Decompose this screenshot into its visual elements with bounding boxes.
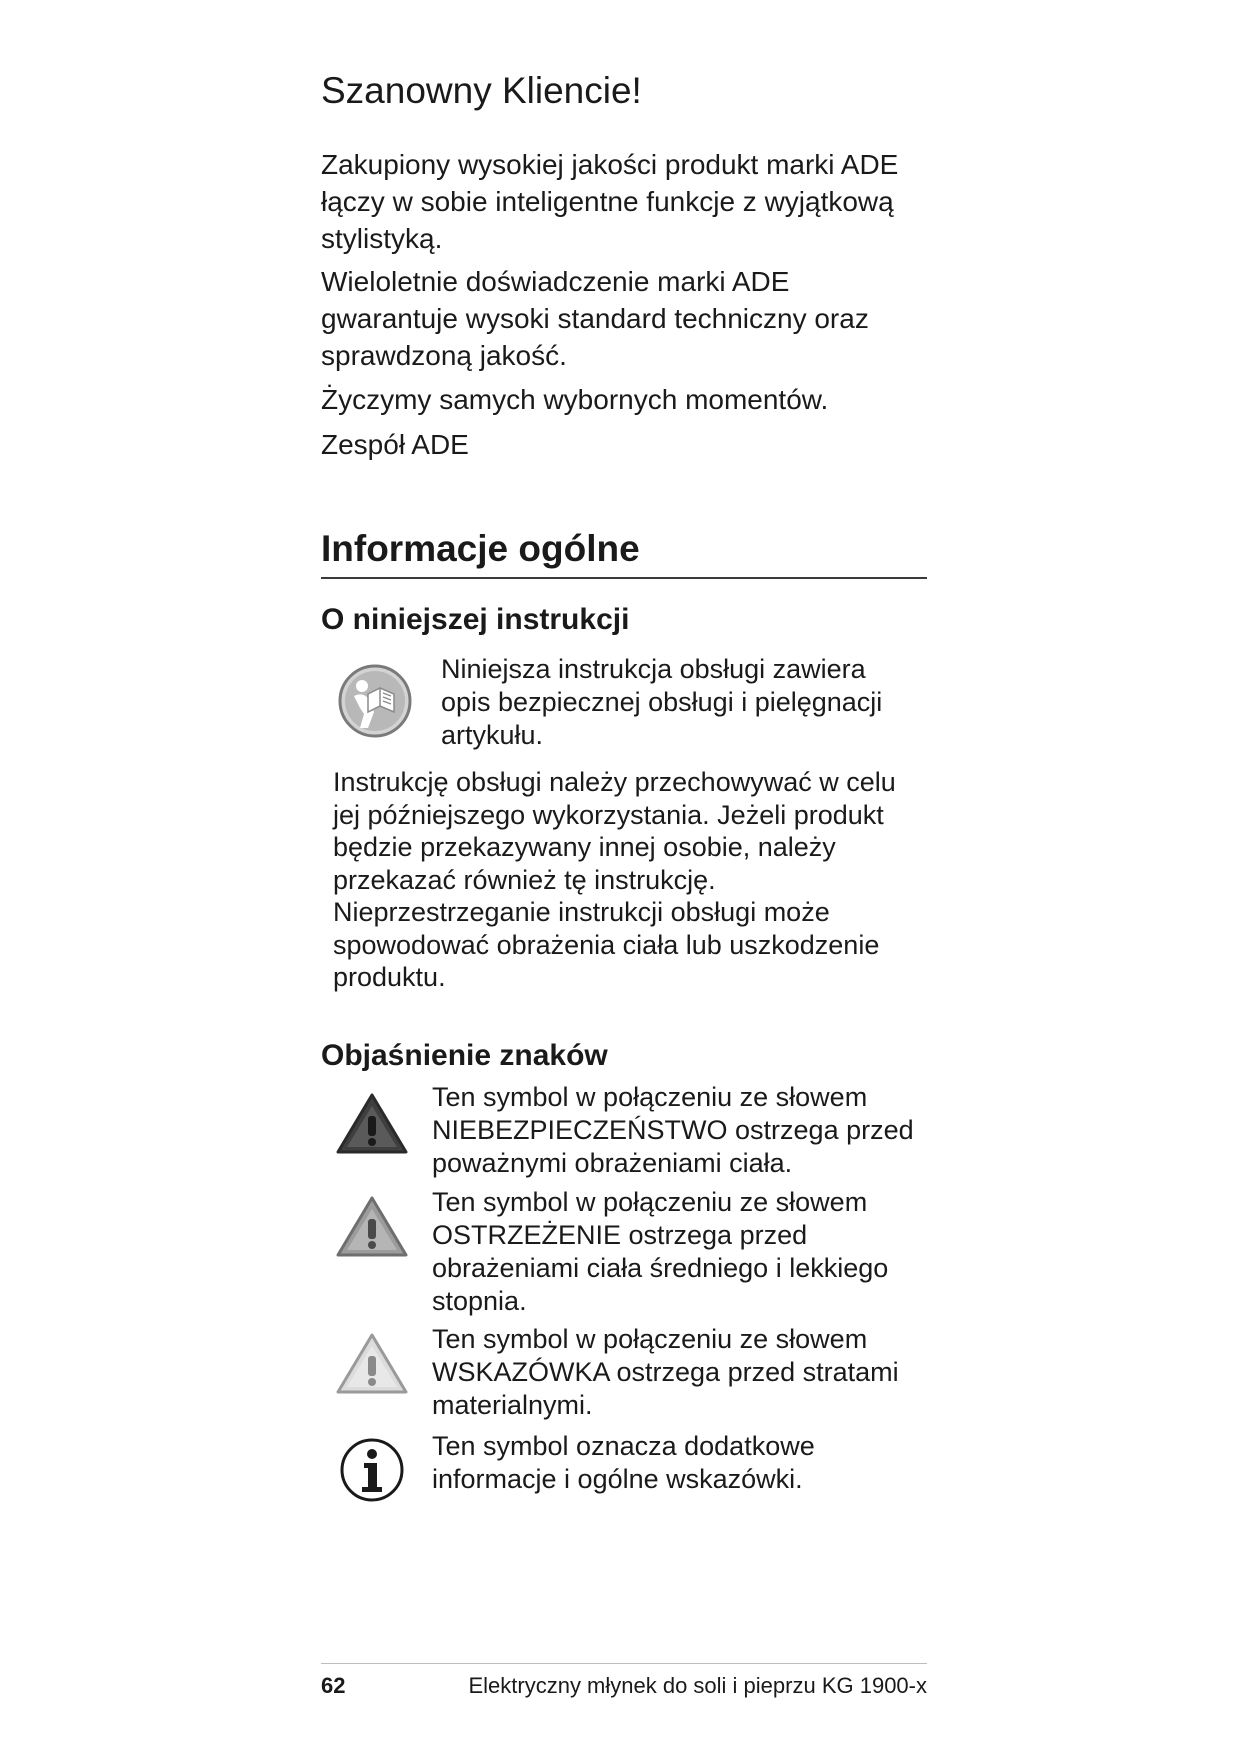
letter-paragraph-wishes: Życzymy samych wybornych momentów. — [321, 384, 829, 415]
letter-paragraph-experience: Wieloletnie doświadczenie marki ADE gwarantuje wysoki standard techniczny oraz sprawdzoną jakość. — [321, 266, 869, 371]
subheading-symbols: Objaśnienie znaków — [321, 1039, 608, 1072]
section-divider — [321, 577, 927, 579]
subheading-about-manual: O niniejszej instrukcji — [321, 603, 630, 636]
footer-divider — [321, 1663, 927, 1664]
about-icon-text: Niniejsza instrukcja obsługi zawiera opis bezpiecznej obsługi i pielęgnacji artykułu. — [441, 654, 883, 750]
footer-document-title: Elektryczny młynek do soli i pieprzu KG 1900-x — [468, 1673, 927, 1698]
about-body-text: Instrukcję obsługi należy przechowywać w celu jej późniejszego wykorzystania. Jeżeli produkt będzie przekazywany innej osobie, należy przekazać również tę instrukcję. Nieprzestrzeganie instrukcji obsługi może spowodować obrażenia ciała lub uszkodzenie produktu. — [333, 767, 896, 992]
symbol-caution-text: Ten symbol w połączeniu ze słowem WSKAZÓWKA ostrzega przed stratami materialnymi. — [432, 1324, 899, 1420]
symbol-warning-text: Ten symbol w połączeniu ze słowem OSTRZEŻENIE ostrzega przed obrażeniami ciała średniego i lekkiego stopnia. — [432, 1187, 889, 1316]
symbol-info-text: Ten symbol oznacza dodatkowe informacje i ogólne wskazówki. — [432, 1431, 815, 1494]
greeting: Szanowny Kliencie! — [321, 70, 642, 111]
letter-signature: Zespół ADE — [321, 429, 469, 460]
read-manual-icon — [338, 664, 412, 738]
info-icon — [339, 1437, 405, 1503]
section-heading-general-info: Informacje ogólne — [321, 528, 640, 569]
letter-paragraph-intro: Zakupiony wysokiej jakości produkt marki ADE łączy w sobie inteligentne funkcje z wyjątkową stylistyką. — [321, 149, 899, 254]
danger-triangle-icon — [335, 1092, 409, 1156]
warning-triangle-icon — [335, 1195, 409, 1259]
page-number: 62 — [321, 1673, 346, 1698]
symbol-danger-text: Ten symbol w połączeniu ze słowem NIEBEZPIECZEŃSTWO ostrzega przed poważnymi obrażeniami ciała. — [432, 1082, 914, 1178]
caution-triangle-icon — [335, 1332, 409, 1396]
